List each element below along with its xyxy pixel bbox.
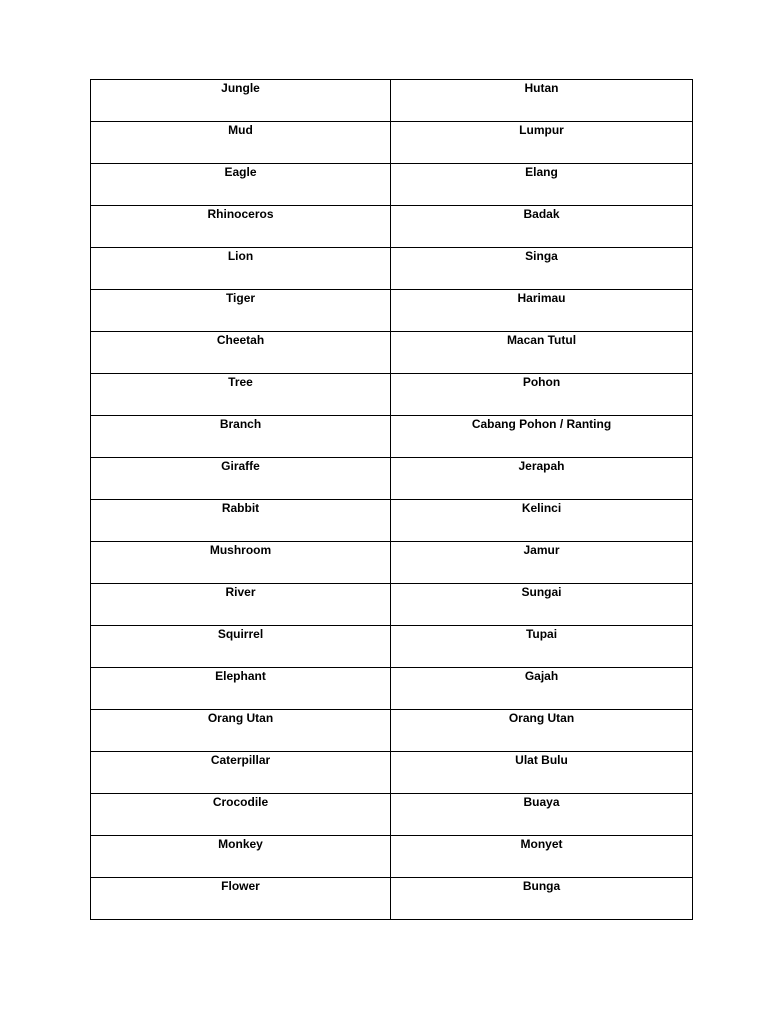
- english-word: Mushroom: [209, 543, 272, 557]
- english-word: Branch: [219, 417, 262, 431]
- table-row: [91, 290, 693, 332]
- indonesian-word: Kelinci: [521, 501, 562, 515]
- indonesian-word-cell: [391, 164, 693, 206]
- table-row: [91, 836, 693, 878]
- table-row: [91, 626, 693, 668]
- vocabulary-table-body: [91, 80, 693, 920]
- table-row: [91, 500, 693, 542]
- english-word: Caterpillar: [210, 753, 271, 767]
- indonesian-word: Ulat Bulu: [515, 753, 568, 767]
- table-row: [91, 878, 693, 920]
- indonesian-word: Badak: [523, 207, 560, 221]
- indonesian-word-cell: [391, 416, 693, 458]
- indonesian-word-cell: [391, 626, 693, 668]
- indonesian-word-cell: [391, 542, 693, 584]
- indonesian-word-cell: [391, 500, 693, 542]
- english-word-cell: [91, 836, 391, 878]
- english-word: Rabbit: [221, 501, 260, 515]
- english-word: Tiger: [225, 291, 256, 305]
- indonesian-word: Cabang Pohon / Ranting: [471, 417, 612, 431]
- english-word-cell: [91, 794, 391, 836]
- table-row: [91, 164, 693, 206]
- indonesian-word-cell: [391, 248, 693, 290]
- indonesian-word: Monyet: [520, 837, 563, 851]
- english-word-cell: [91, 542, 391, 584]
- indonesian-word: Hutan: [524, 81, 559, 95]
- indonesian-word-cell: [391, 80, 693, 122]
- english-word-cell: [91, 752, 391, 794]
- indonesian-word: Gajah: [524, 669, 559, 683]
- indonesian-word: Elang: [525, 165, 558, 179]
- english-word: Rhinoceros: [207, 207, 274, 221]
- english-word: River: [225, 585, 256, 599]
- indonesian-word-cell: [391, 374, 693, 416]
- english-word: Cheetah: [216, 333, 265, 347]
- table-row: [91, 668, 693, 710]
- english-word: Monkey: [218, 837, 263, 851]
- english-word: Flower: [221, 879, 260, 893]
- indonesian-word-cell: [391, 290, 693, 332]
- indonesian-word-cell: [391, 206, 693, 248]
- indonesian-word-cell: [391, 794, 693, 836]
- indonesian-word: Tupai: [525, 627, 558, 641]
- indonesian-word: Buaya: [523, 795, 560, 809]
- indonesian-word: Lumpur: [519, 123, 564, 137]
- english-word: Elephant: [215, 669, 266, 683]
- english-word: Crocodile: [212, 795, 269, 809]
- english-word-cell: [91, 290, 391, 332]
- indonesian-word-cell: [391, 878, 693, 920]
- indonesian-word-cell: [391, 836, 693, 878]
- table-row: [91, 542, 693, 584]
- english-word-cell: [91, 878, 391, 920]
- table-row: [91, 206, 693, 248]
- indonesian-word-cell: [391, 584, 693, 626]
- english-word-cell: [91, 458, 391, 500]
- english-word: Eagle: [224, 165, 257, 179]
- vocabulary-table: [90, 79, 693, 920]
- english-word-cell: [91, 710, 391, 752]
- indonesian-word-cell: [391, 332, 693, 374]
- indonesian-word-cell: [391, 752, 693, 794]
- english-word-cell: [91, 374, 391, 416]
- english-word-cell: [91, 164, 391, 206]
- english-word-cell: [91, 626, 391, 668]
- indonesian-word-cell: [391, 710, 693, 752]
- english-word-cell: [91, 668, 391, 710]
- table-row: [91, 248, 693, 290]
- english-word-cell: [91, 80, 391, 122]
- table-row: [91, 416, 693, 458]
- english-word-cell: [91, 122, 391, 164]
- indonesian-word: Sungai: [521, 585, 562, 599]
- table-row: [91, 80, 693, 122]
- english-word: Giraffe: [221, 459, 260, 473]
- english-word-cell: [91, 206, 391, 248]
- english-word: Lion: [227, 249, 254, 263]
- english-word: Tree: [228, 375, 253, 389]
- indonesian-word-cell: [391, 458, 693, 500]
- english-word: Orang Utan: [207, 711, 274, 725]
- english-word: Mud: [228, 123, 253, 137]
- english-word-cell: [91, 500, 391, 542]
- english-word-cell: [91, 416, 391, 458]
- table-row: [91, 332, 693, 374]
- english-word: Squirrel: [217, 627, 264, 641]
- table-row: [91, 710, 693, 752]
- english-word-cell: [91, 584, 391, 626]
- english-word-cell: [91, 332, 391, 374]
- indonesian-word: Orang Utan: [508, 711, 575, 725]
- table-row: [91, 374, 693, 416]
- indonesian-word-cell: [391, 122, 693, 164]
- table-row: [91, 752, 693, 794]
- indonesian-word: Macan Tutul: [506, 333, 577, 347]
- english-word-cell: [91, 248, 391, 290]
- english-word: Jungle: [221, 81, 260, 95]
- indonesian-word-cell: [391, 668, 693, 710]
- indonesian-word: Jerapah: [518, 459, 565, 473]
- table-row: [91, 122, 693, 164]
- table-row: [91, 584, 693, 626]
- indonesian-word: Jamur: [523, 543, 560, 557]
- table-row: [91, 794, 693, 836]
- indonesian-word: Pohon: [522, 375, 561, 389]
- indonesian-word: Bunga: [522, 879, 561, 893]
- table-row: [91, 458, 693, 500]
- indonesian-word: Singa: [525, 249, 558, 263]
- indonesian-word: Harimau: [517, 291, 566, 305]
